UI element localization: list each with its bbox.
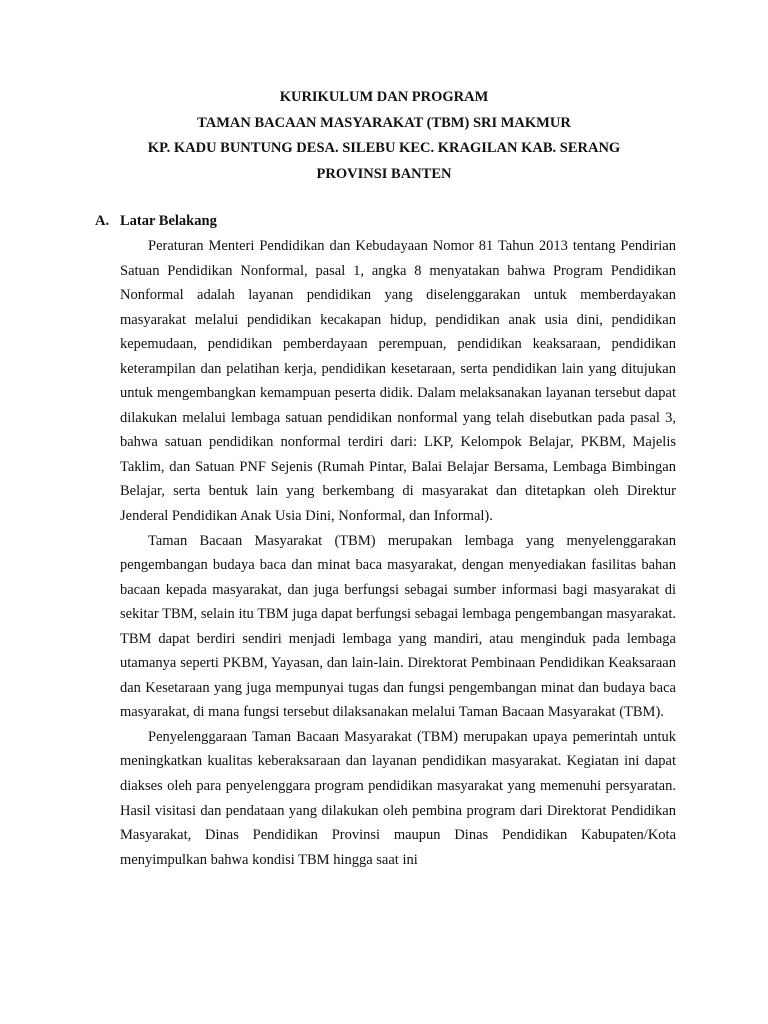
title-line-1: KURIKULUM DAN PROGRAM: [279, 89, 489, 105]
title-line-4: PROVINSI BANTEN: [316, 165, 452, 182]
document-title: [0, 85, 768, 187]
paragraph-2: Taman Bacaan Masyarakat (TBM) merupakan lembaga yang menyelenggarakan pengembangan budaya baca dan minat baca masyarakat, dengan menyediakan fasilitas bahan bacaan kepada masyarakat, dan juga berfungsi sebagai sumber informasi bagi masyarakat di sekitar TBM, selain itu TBM juga dapat berfungsi sebagai lembaga pengembangan masyarakat. TBM dapat berdiri sendiri menjadi lembaga yang mandiri, atau menginduk pada lembaga utamanya seperti PKBM, Yayasan, dan lain-lain. Direktorat Pembinaan Pendidikan Keaksaraan dan Kesetaraan yang juga mempunyai tugas dan fungsi pengembangan minat dan budaya baca masyarakat, di mana fungsi tersebut dilaksanakan melalui Taman Bacaan Masyarakat (TBM).: [120, 532, 676, 721]
title-line-2: TAMAN BACAAN MASYARAKAT (TBM) SRI MAKMUR: [197, 114, 571, 131]
section-heading: [95, 209, 217, 234]
paragraph-1: Peraturan Menteri Pendidikan dan Kebudayaan Nomor 81 Tahun 2013 tentang Pendirian Satuan Pendidikan Nonformal, pasal 1, angka 8 menyatakan bahwa Program Pendidikan Nonformal adalah layanan pendidikan yang diselenggarakan untuk memberdayakan masyarakat melalui pendidikan kecakapan hidup, pendidikan anak usia dini, pendidikan kepemudaan, pendidikan pemberdayaan perempuan, pendidikan keaksaraan, pendidikan keterampilan dan pelatihan kerja, pendidikan kesetaraan, serta pendidikan lain yang ditujukan untuk mengembangkan kemampuan peserta didik. Dalam melaksanakan layanan tersebut dapat dilakukan melalui lembaga satuan pendidikan nonformal yang telah disebutkan pada pasal 3, bahwa satuan pendidikan nonformal terdiri dari: LKP, Kelompok Belajar, PKBM, Majelis Taklim, dan Satuan PNF Sejenis (Rumah Pintar, Balai Belajar Bersama, Lembaga Bimbingan Belajar, serta bentuk lain yang berkembang di masyarakat dan ditetapkan oleh Direktur Jenderal Pendidikan Anak Usia Dini, Nonformal, dan Informal).: [120, 238, 676, 525]
title-line-3: KP. KADU BUNTUNG DESA. SILEBU KEC. KRAGILAN KAB. SERANG: [147, 140, 621, 156]
section-heading-text: Latar Belakang: [120, 213, 217, 229]
section-label: A.: [95, 213, 110, 229]
paragraph-3: Penyelenggaraan Taman Bacaan Masyarakat (TBM) merupakan upaya pemerintah untuk meningkatkan kualitas keberaksaraan dan layanan pendidikan masyarakat. Kegiatan ini dapat diakses oleh para penyelenggara program pendidikan masyarakat yang memenuhi persyaratan. Hasil visitasi dan pendataan yang dilakukan oleh pembina program dari Direktorat Pendidikan Masyarakat, Dinas Pendidikan Provinsi maupun Dinas Pendidikan Kabupaten/Kota menyimpulkan bahwa kondisi TBM hingga saat ini: [120, 728, 676, 868]
section-body: [120, 234, 676, 872]
